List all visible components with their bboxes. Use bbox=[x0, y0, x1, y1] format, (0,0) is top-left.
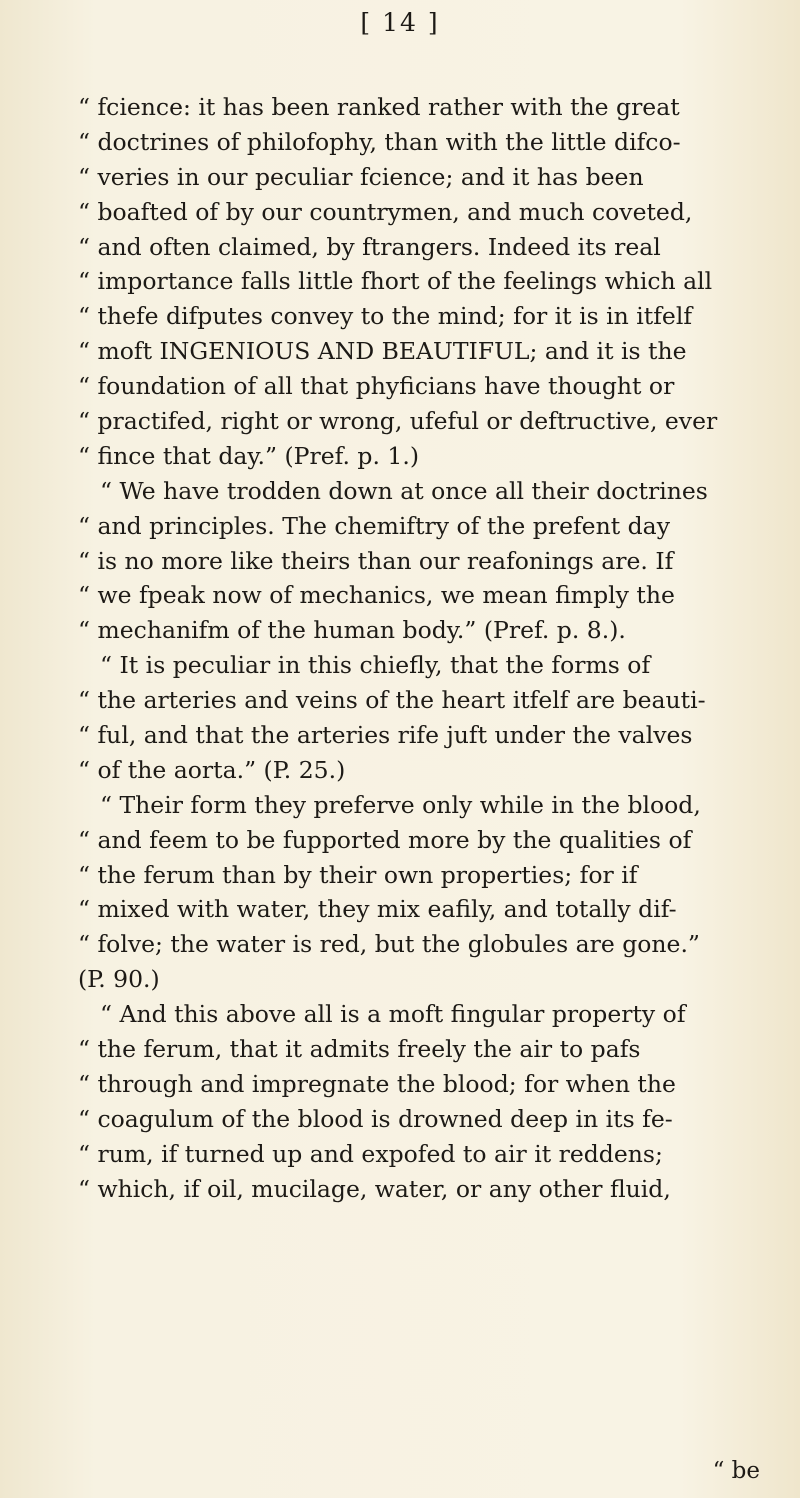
text-line: (P. 90.) bbox=[78, 965, 160, 994]
text-line: “ thefe difputes convey to the mind; for it is in itfelf bbox=[78, 302, 693, 331]
text-line: “ the ferum than by their own properties; for if bbox=[78, 860, 638, 889]
text-line: “ coagulum of the blood is drowned deep in its fe- bbox=[78, 1104, 673, 1133]
text-line: “ the arteries and veins of the heart itfelf are beauti- bbox=[78, 686, 706, 715]
text-line: “ mechanifm of the human body.” (Pref. p. 8.). bbox=[78, 616, 626, 645]
text-line: “ And this above all is a moft fingular property of bbox=[100, 1000, 686, 1029]
catchword: “ be bbox=[712, 1458, 760, 1484]
text-line: “ foundation of all that phyficians have thought or bbox=[78, 372, 675, 401]
text-line: “ We have trodden down at once all their doctrines bbox=[100, 476, 708, 505]
body-text bbox=[78, 90, 768, 1207]
text-line: “ boafted of by our countrymen, and much coveted, bbox=[78, 197, 693, 226]
text-line: “ It is peculiar in this chiefly, that the forms of bbox=[100, 651, 651, 680]
text-line: “ which, if oil, mucilage, water, or any other fluid, bbox=[78, 1174, 671, 1203]
text-line: “ the ferum, that it admits freely the air to pafs bbox=[78, 1035, 641, 1064]
text-line: “ rum, if turned up and expofed to air it reddens; bbox=[78, 1139, 663, 1168]
page-number-header: [ 14 ] bbox=[360, 8, 440, 37]
text-line: “ fince that day.” (Pref. p. 1.) bbox=[78, 441, 419, 470]
text-line: “ doctrines of philofophy, than with the little difco- bbox=[78, 127, 681, 156]
text-line: “ and often claimed, by ftrangers. Indeed its real bbox=[78, 232, 661, 261]
text-line: “ and principles. The chemiftry of the prefent day bbox=[78, 511, 670, 540]
text-line: “ mixed with water, they mix eafily, and totally dif- bbox=[78, 895, 677, 924]
text-line: “ and feem to be fupported more by the qualities of bbox=[78, 825, 692, 854]
text-line: “ fcience: it has been ranked rather with the great bbox=[78, 93, 680, 121]
text-line: “ veries in our peculiar fcience; and it has been bbox=[78, 162, 644, 191]
text-line: “ ful, and that the arteries rife juft under the valves bbox=[78, 721, 693, 750]
text-line: “ practifed, right or wrong, ufeful or deftructive, ever bbox=[78, 407, 718, 436]
text-line: “ folve; the water is red, but the globules are gone.” bbox=[78, 930, 700, 959]
text-line: “ we fpeak now of mechanics, we mean fimply the bbox=[78, 581, 675, 610]
text-line: “ of the aorta.” (P. 25.) bbox=[78, 755, 346, 784]
text-line: “ through and impregnate the blood; for when the bbox=[78, 1069, 676, 1098]
text-line: “ importance falls little fhort of the feelings which all bbox=[78, 267, 713, 296]
text-line: “ moft INGENIOUS AND BEAUTIFUL; and it is the bbox=[78, 337, 687, 366]
text-line: “ is no more like theirs than our reafonings are. If bbox=[78, 546, 674, 575]
text-line: “ Their form they preferve only while in the blood, bbox=[100, 790, 701, 819]
